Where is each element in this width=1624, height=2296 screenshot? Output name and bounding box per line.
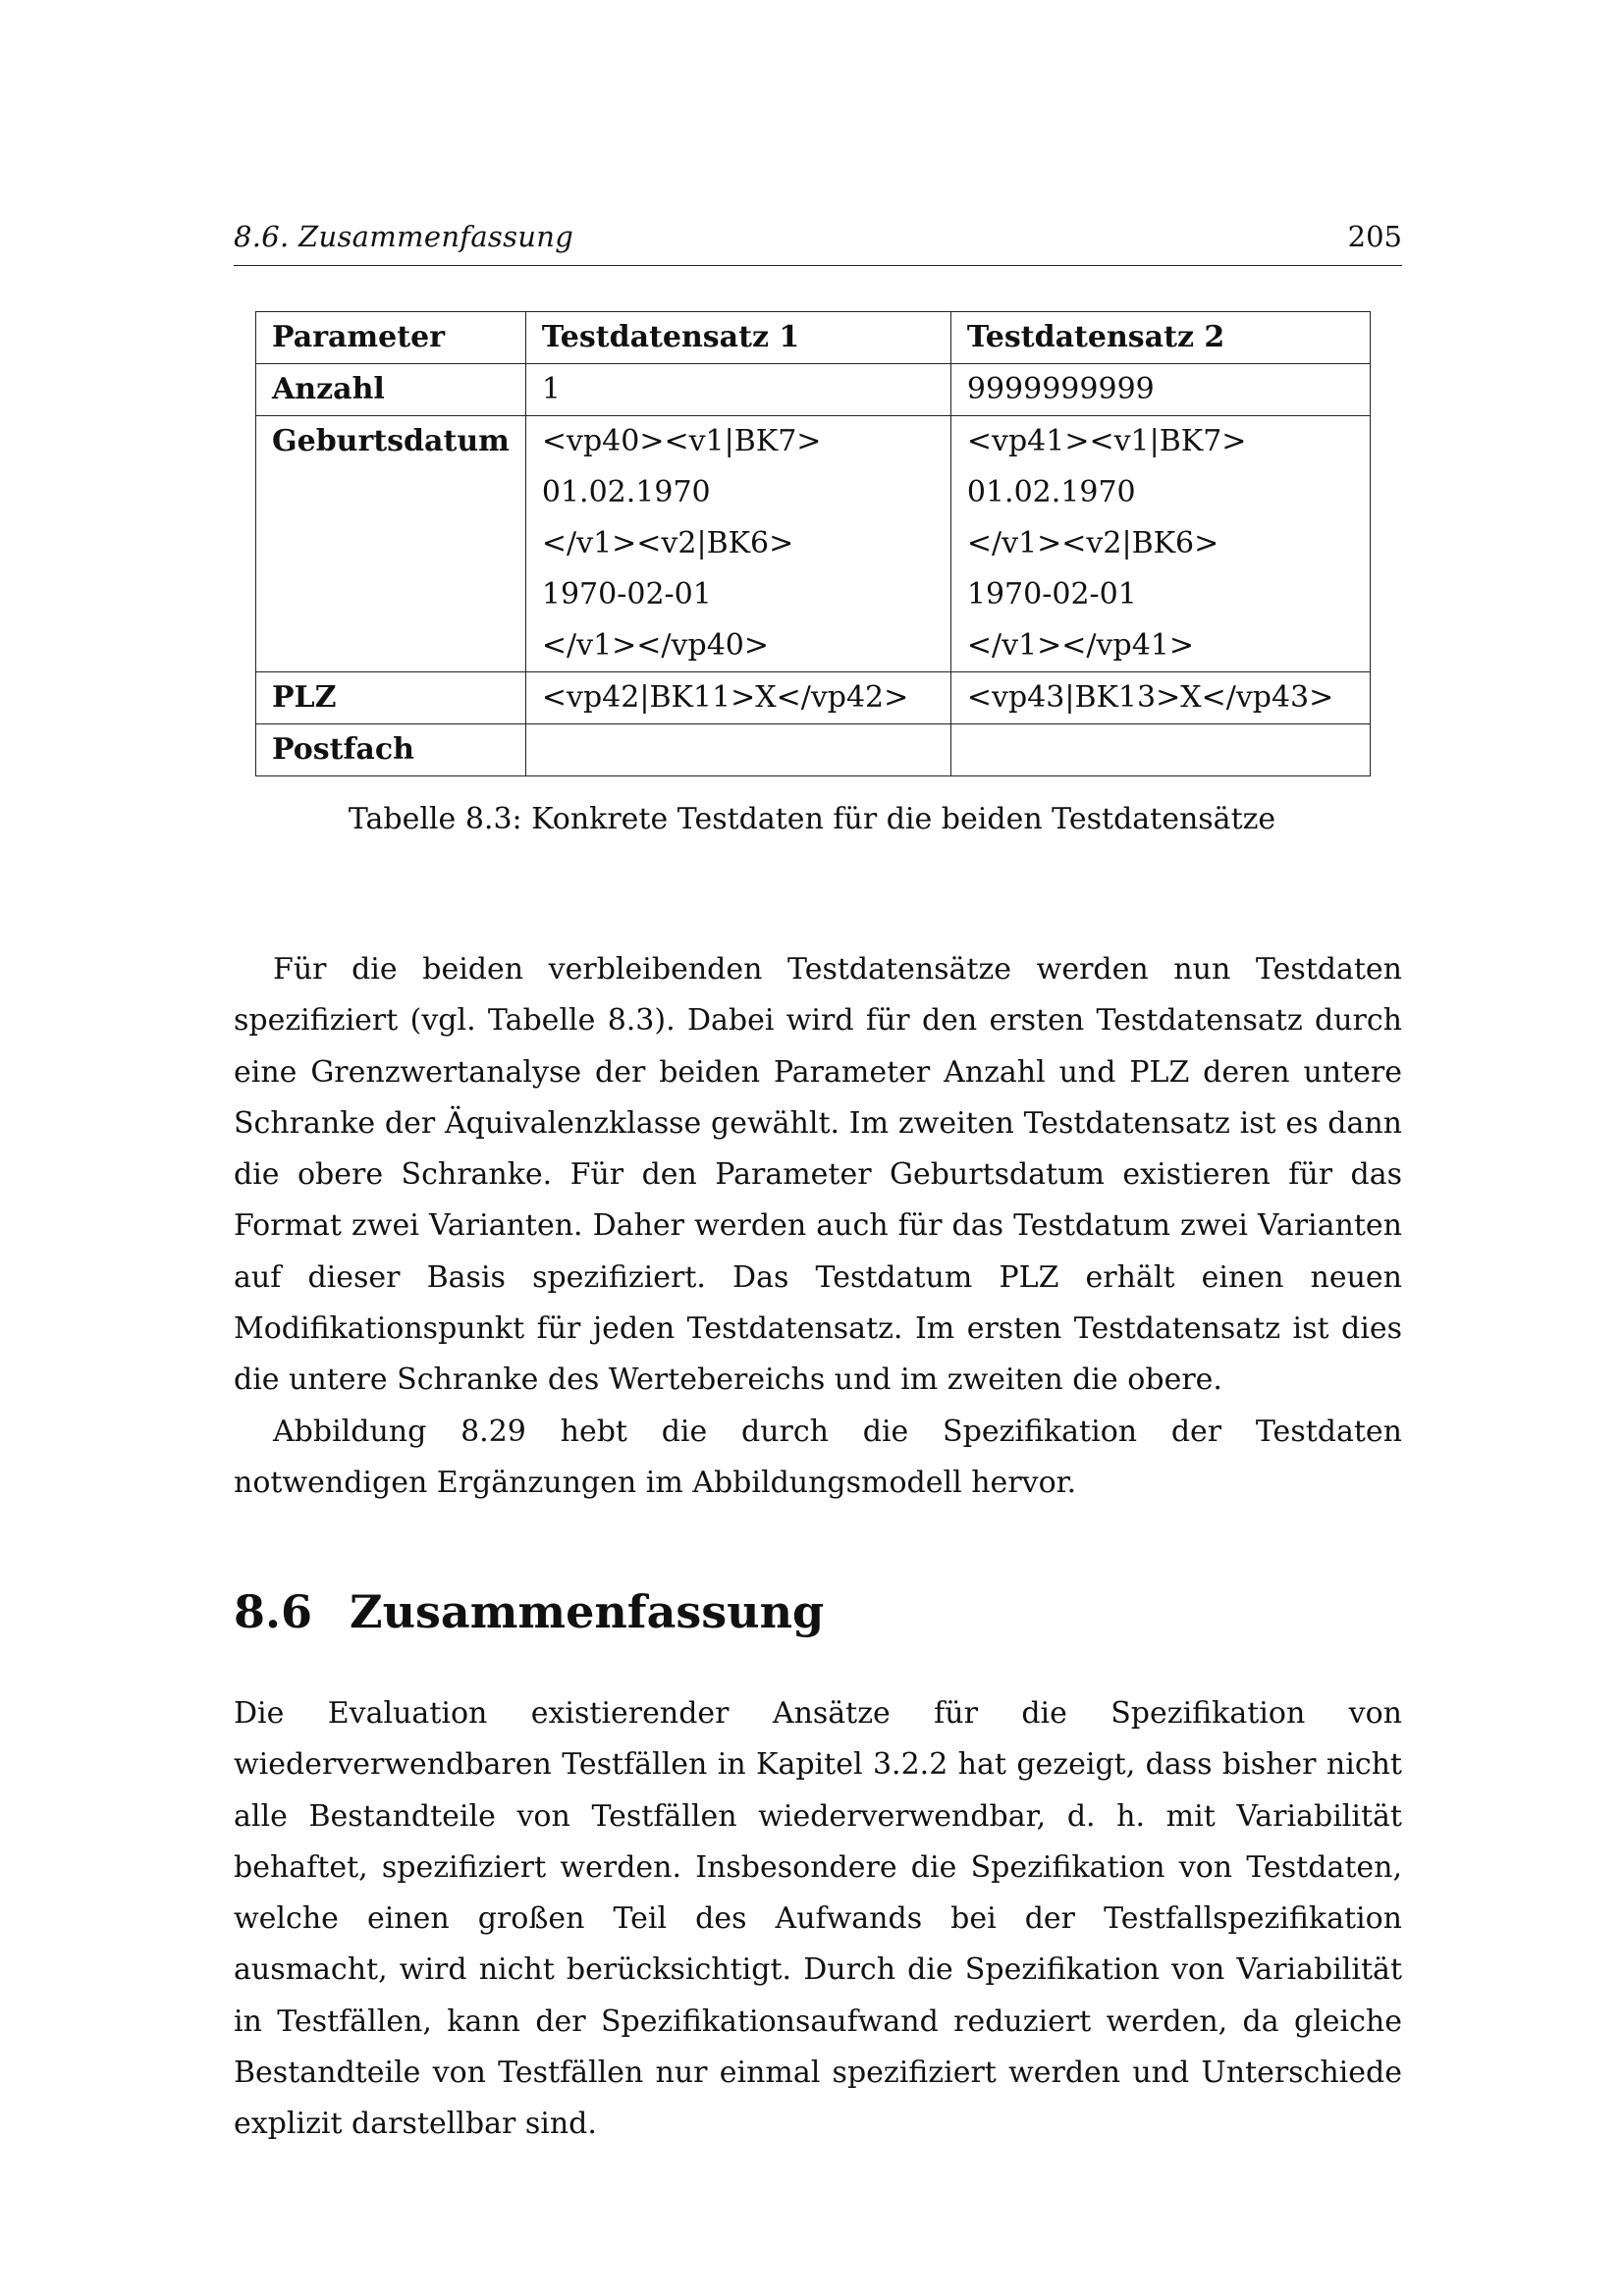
column-header: Testdatensatz 1: [525, 312, 950, 364]
body-paragraph: Abbildung 8.29 hebt die durch die Spezifikation der Testdaten notwendigen Ergänzungen im Abbildungsmodell hervor.: [234, 1415, 1402, 1501]
running-header: [234, 216, 1402, 266]
row-label: Geburtsdatum: [256, 416, 526, 672]
cell-line: <vp40><v1|BK7>: [541, 424, 822, 458]
cell-line: </v1><v2|BK6>: [966, 526, 1219, 561]
body-paragraph: Für die beiden verbleibenden Testdatensätze werden nun Testdaten spezifiziert (vgl. Tabelle 8.3). Dabei wird für den ersten Testdatensatz durch eine Grenzwertanalyse der beiden Parameter Anzahl und PLZ deren untere Schranke der Äquivalenzklasse gewählt. Im zweiten Testdatensatz ist es dann die obere Schranke. Für den Parameter Geburtsdatum existieren für das Format zwei Varianten. Daher werden auch für das Testdatum zwei Varianten auf dieser Basis spezifiziert. Das Testdatum PLZ erhält einen neuen Modifikationspunkt für jeden Testdatensatz. Im ersten Testdatensatz ist dies die untere Schranke des Wertebereichs und im zweiten die obere.: [234, 952, 1402, 1398]
body-paragraph: Die Evaluation existierender Ansätze für die Spezifikation von wiederverwendbaren Testfällen in Kapitel 3.2.2 hat gezeigt, dass bisher nicht alle Bestandteile von Testfällen wiederverwendbar, d. h. mit Variabilität behaftet, spezifiziert werden. Insbesondere die Spezifikation von Testdaten, welche einen großen Teil des Aufwands bei der Testfallspezifikation ausmacht, wird nicht berücksichtigt. Durch die Spezifikation von Variabilität in Testfällen, kann der Spezifikationsaufwand reduziert werden, da gleiche Bestandteile von Testfällen nur einmal spezifiziert werden und Unterschiede explizit darstellbar sind.: [234, 1696, 1402, 2142]
cell-line: <vp41><v1|BK7>: [966, 424, 1247, 458]
table-cell: 1: [525, 364, 950, 416]
cell-line: </v1><v2|BK6>: [541, 526, 794, 561]
section-number: 8.6: [234, 1585, 313, 1638]
table-cell: 9999999999: [950, 364, 1370, 416]
row-label: PLZ: [256, 672, 526, 724]
cell-line: 1970-02-01: [966, 577, 1137, 612]
testdata-table: [255, 311, 1371, 776]
table-cell: [950, 724, 1370, 776]
cell-line: 01.02.1970: [541, 475, 711, 509]
table-row: [256, 672, 1371, 724]
table-cell: [525, 724, 950, 776]
table-cell: <vp42|BK11>X</vp42>: [525, 672, 950, 724]
table-row: [256, 724, 1371, 776]
page-number: 205: [1347, 220, 1402, 253]
section-heading: [234, 1585, 824, 1638]
section-title: Zusammenfassung: [350, 1585, 825, 1638]
table-row: [256, 364, 1371, 416]
table-cell: <vp43|BK13>X</vp43>: [950, 672, 1370, 724]
table-cell: [525, 416, 950, 672]
column-header: Testdatensatz 2: [950, 312, 1370, 364]
cell-line: </v1></vp40>: [541, 628, 769, 663]
row-label: Anzahl: [256, 364, 526, 416]
row-label: Postfach: [256, 724, 526, 776]
table-header-row: [256, 312, 1371, 364]
header-section-title: 8.6. Zusammenfassung: [234, 220, 574, 253]
table-caption: Tabelle 8.3: Konkrete Testdaten für die beiden Testdatensätze: [348, 802, 1276, 836]
cell-line: 01.02.1970: [966, 475, 1136, 509]
table-row: [256, 416, 1371, 672]
table-cell: [950, 416, 1370, 672]
cell-line: </v1></vp41>: [966, 628, 1194, 663]
cell-line: 1970-02-01: [541, 577, 712, 612]
column-header: Parameter: [256, 312, 526, 364]
